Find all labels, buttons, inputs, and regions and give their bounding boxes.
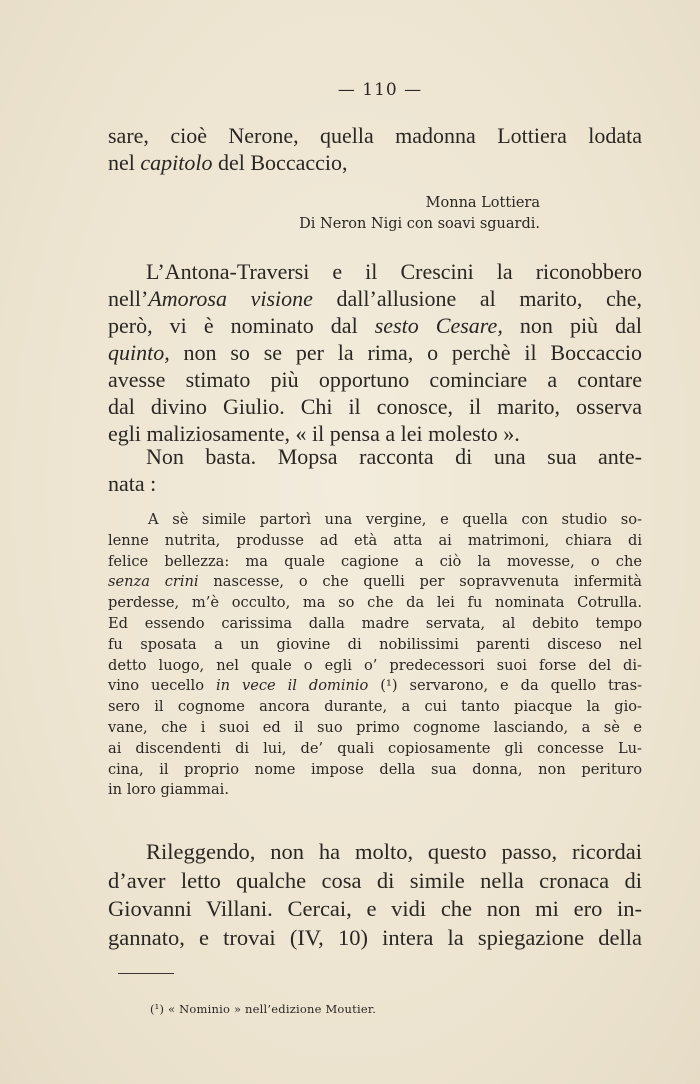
text-span: dall’allusione al marito, che, bbox=[312, 286, 642, 311]
text-line: nata : bbox=[108, 471, 157, 496]
block-quotation bbox=[108, 510, 642, 801]
quote-line: perdesse, m’è occulto, ma so che da lei fu nominata Cotrulla. bbox=[108, 594, 642, 612]
text-line: gannato, e trovai (IV, 10) intera la spiegazione della bbox=[108, 924, 642, 950]
text-line: d’aver letto qualche cosa di simile nella cronaca di bbox=[108, 867, 642, 893]
text-span: nell’ bbox=[108, 286, 149, 311]
paragraph-2 bbox=[108, 258, 642, 447]
italic-term: capitolo bbox=[140, 150, 213, 175]
quote-line: lenne nutrita, produsse ad età atta ai matrimoni, chiara di bbox=[108, 531, 642, 549]
quote-line bbox=[108, 572, 642, 593]
text-line: L’Antona-Traversi e il Crescini la riconobbero bbox=[146, 259, 642, 284]
text-line bbox=[108, 312, 642, 339]
text-span: del Boccaccio, bbox=[212, 150, 348, 175]
paragraph-1 bbox=[108, 122, 642, 176]
quote-line: cina, il proprio nome impose della sua donna, non perituro bbox=[108, 760, 642, 778]
quote-line: A sè simile partorì una vergine, e quella con studio so- bbox=[148, 511, 642, 528]
paragraph-4 bbox=[108, 838, 642, 952]
verse-line bbox=[108, 214, 540, 235]
text-line: avesse stimato più opportuno cominciare a contare bbox=[108, 367, 642, 392]
text-line bbox=[108, 285, 642, 312]
text-span: nel bbox=[108, 150, 141, 175]
quote-line: in loro giammai. bbox=[108, 781, 229, 799]
italic-term: quinto, bbox=[108, 340, 170, 365]
quote-line bbox=[108, 676, 642, 697]
text-line: sare, cioè Nerone, quella madonna Lottiera lodata bbox=[108, 123, 642, 148]
text-span: (¹) servarono, e da quello tras- bbox=[368, 677, 643, 695]
footnote-rule bbox=[118, 973, 174, 974]
quote-line: sero il cognome ancora durante, a cui tanto piacque la gio- bbox=[108, 698, 642, 716]
text-span: non più dal bbox=[502, 313, 642, 338]
verse-text: Monna Lottiera bbox=[425, 195, 540, 211]
text-line bbox=[108, 339, 642, 366]
quote-line: detto luogo, nel quale o egli o’ predecessori suoi forse del di- bbox=[108, 656, 642, 674]
page-number: — 110 — bbox=[337, 80, 423, 100]
quote-line: ai discendenti di lui, de’ quali copiosamente gli concesse Lu- bbox=[108, 739, 642, 757]
text-line: dal divino Giulio. Chi il conosce, il marito, osserva bbox=[108, 394, 642, 419]
italic-term: sesto Cesare, bbox=[374, 313, 503, 338]
verse-text: Di Neron Nigi con soavi sguardi. bbox=[299, 216, 540, 232]
quote-line: Ed essendo carissima dalla madre servata, al debito tempo bbox=[108, 614, 642, 632]
text-line: egli maliziosamente, « il pensa a lei molesto ». bbox=[108, 421, 520, 446]
paragraph-3 bbox=[108, 443, 642, 497]
text-line: Giovanni Villani. Cercai, e vidi che non mi ero in- bbox=[108, 896, 642, 921]
text-span: vino uecello bbox=[108, 677, 216, 695]
text-span: non so se per la rima, o perchè il Boccaccio bbox=[169, 340, 642, 365]
footnote: (¹) « Nominio » nell’edizione Moutier. bbox=[150, 1002, 377, 1016]
text-line bbox=[108, 149, 642, 176]
text-line: Non basta. Mopsa racconta di una sua ante- bbox=[146, 444, 642, 469]
italic-term: Amorosa visione bbox=[148, 286, 313, 311]
quote-line: fu sposata a un giovine di nobilissimi parenti disceso nel bbox=[108, 635, 642, 653]
italic-term: senza crini bbox=[108, 573, 199, 591]
text-span: però, vi è nominato dal bbox=[108, 313, 375, 338]
text-span: nascesse, o che quelli per sopravvenuta infermità bbox=[198, 573, 643, 591]
verse-quotation bbox=[108, 193, 540, 235]
verse-line bbox=[108, 193, 540, 214]
italic-term: in vece il dominio bbox=[215, 677, 369, 695]
quote-line: vane, che i suoi ed il suo primo cognome lasciando, a sè e bbox=[108, 718, 642, 736]
text-line: Rileggendo, non ha molto, questo passo, ricordai bbox=[146, 839, 642, 864]
quote-line: felice bellezza: ma quale cagione a ciò la movesse, o che bbox=[108, 552, 642, 570]
